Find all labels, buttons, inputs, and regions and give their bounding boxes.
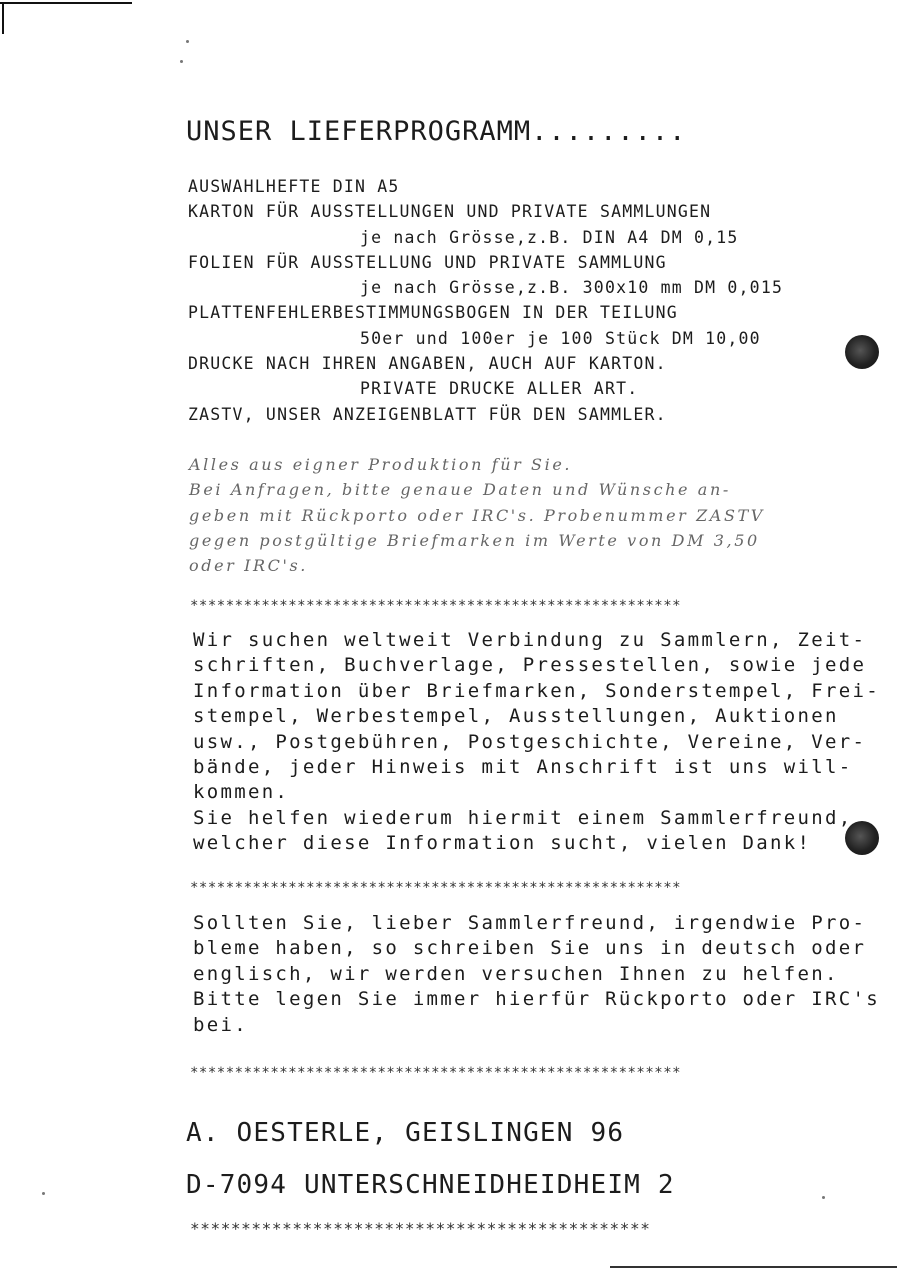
program-line: je nach Grösse,z.B. 300x10 mm DM 0,015 [360,278,784,298]
scan-bottom-edge [610,1266,897,1268]
program-line: 50er und 100er je 100 Stück DM 10,00 [360,328,761,348]
paragraph-line: bände, jeder Hinweis mit Anschrift ist uns will- [193,755,853,778]
program-line: PLATTENFEHLERBESTIMMUNGSBOGEN IN DER TEILUNG [188,303,678,323]
paragraph-line: kommen. [193,781,290,804]
paragraph-line: bleme haben, so schreiben Sie uns in deutsch oder [193,937,867,960]
note-line: oder IRC's. [189,556,308,576]
paragraph-line: englisch, wir werden versuchen Ihnen zu helfen. [193,962,839,985]
paragraph-line: Wir suchen weltweit Verbindung zu Sammlern, Zeit- [193,629,867,651]
note-line: geben mit Rückporto oder IRC's. Probenummer ZASTV [189,505,765,525]
star-separator: ******************************************************* [190,1065,682,1081]
star-separator: ******************************************************* [190,598,682,614]
program-line: je nach Grösse,z.B. DIN A4 DM 0,15 [360,227,739,247]
scan-corner-mark [0,2,132,4]
paragraph-line: schriften, Buchverlage, Pressestellen, sowie jede [193,654,867,677]
production-note [189,452,765,578]
scan-corner-mark-vertical [2,2,4,34]
address-line-2: D-7094 UNTERSCHNEIDHEIDHEIM 2 [186,1170,675,1200]
program-line: AUSWAHLHEFTE DIN A5 [188,177,400,196]
note-line: gegen postgültige Briefmarken im Werte von DM 3,50 [189,530,760,550]
note-line: Bei Anfragen, bitte genaue Daten und Wünsche an- [189,480,731,500]
paragraph-line: stempel, Werbestempel, Ausstellungen, Auktionen [193,705,839,728]
paragraph-line: Sie helfen wiederum hiermit einem Sammlerfreund, [193,806,853,829]
delivery-program-list [188,174,783,427]
star-separator: ******************************************************* [190,880,682,896]
program-line: KARTON FÜR AUSSTELLUNGEN UND PRIVATE SAMMLUNGEN [188,202,712,222]
paragraph-line: usw., Postgebühren, Postgeschichte, Vereine, Ver- [193,730,867,753]
page-title: UNSER LIEFERPROGRAMM......... [186,116,687,147]
scan-speck [822,1196,825,1199]
scan-speck [186,40,189,43]
scan-speck [180,60,183,63]
program-line: PRIVATE DRUCKE ALLER ART. [360,379,639,399]
paragraph-line: welcher diese Information sucht, vielen Dank! [193,832,812,855]
paragraph-line: Information über Briefmarken, Sonderstempel, Frei- [193,679,880,702]
search-paragraph [193,628,880,857]
paragraph-line: Sollten Sie, lieber Sammlerfreund, irgendwie Pro- [193,912,867,934]
note-line: Alles aus eigner Produktion für Sie. [189,455,573,474]
punch-hole-icon [845,335,879,369]
address-line-1: A. OESTERLE, GEISLINGEN 96 [186,1118,625,1148]
program-line: FOLIEN FÜR AUSSTELLUNG UND PRIVATE SAMMLUNG [188,252,667,272]
program-line: ZASTV, UNSER ANZEIGENBLATT FÜR DEN SAMMLER. [188,404,667,424]
scan-speck [42,1192,45,1195]
help-paragraph [193,911,880,1038]
paragraph-line: Bitte legen Sie immer hierfür Rückporto oder IRC's [193,988,880,1011]
paragraph-line: bei. [193,1013,248,1036]
star-separator: ********************************************* [190,1219,651,1238]
program-line: DRUCKE NACH IHREN ANGABEN, AUCH AUF KARTON. [188,354,667,374]
